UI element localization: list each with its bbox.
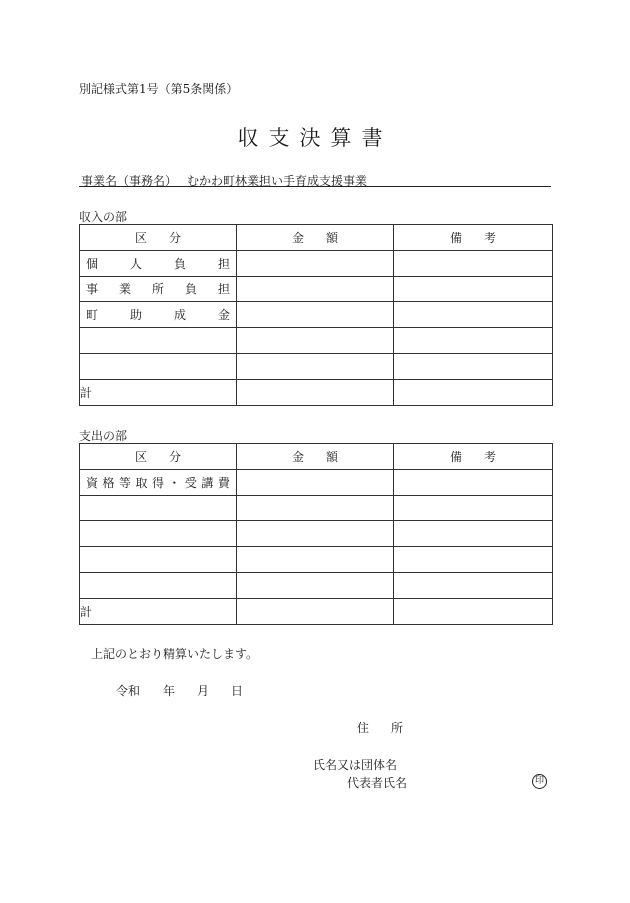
spread-char: 成 <box>173 308 186 323</box>
date-month-label: 月 <box>197 684 210 698</box>
expense-table <box>79 443 553 625</box>
income-total-label: 計 <box>80 379 237 405</box>
income-amount-cell[interactable] <box>237 302 394 328</box>
expense-total-label: 計 <box>80 598 237 624</box>
income-total-row <box>80 379 553 405</box>
table-row <box>80 547 553 573</box>
representative-name-label: 代表者氏名 <box>347 776 408 790</box>
spread-char: 格 <box>102 475 115 490</box>
header-category-text: 区分 <box>134 230 203 245</box>
income-category-cell <box>80 302 237 328</box>
income-header-amount <box>237 225 394 251</box>
spread-char: 費 <box>217 475 230 490</box>
form-number: 別記様式第1号（第5条関係） <box>79 82 239 96</box>
date-day-label: 日 <box>231 684 244 698</box>
income-header-category <box>80 225 237 251</box>
table-row <box>80 302 553 328</box>
expense-category-cell[interactable] <box>80 547 237 573</box>
income-header-remarks <box>394 225 553 251</box>
header-amount-text: 金額 <box>291 230 360 245</box>
income-amount-cell[interactable] <box>237 353 394 379</box>
spread-char: 事 <box>86 282 99 297</box>
spread-char: 業 <box>118 282 131 297</box>
income-total-remarks-cell[interactable] <box>394 379 553 405</box>
spread-char: 担 <box>217 282 230 297</box>
expense-remarks-cell[interactable] <box>394 495 553 521</box>
spread-char: 講 <box>201 475 214 490</box>
project-name-line <box>79 172 551 187</box>
income-remarks-cell[interactable] <box>394 353 553 379</box>
spread-char: 負 <box>173 256 186 271</box>
expense-header-remarks <box>394 444 553 470</box>
project-name-value: むかわ町林業担い手育成支援事業 <box>187 174 368 188</box>
spread-char: 町 <box>86 308 99 323</box>
expense-category-cell[interactable] <box>80 572 237 598</box>
date-era: 令和 <box>116 684 141 698</box>
table-row <box>80 250 553 276</box>
expense-remarks-cell[interactable] <box>394 469 553 495</box>
spread-char: 受 <box>184 475 197 490</box>
expense-total-row <box>80 598 553 624</box>
expense-category-cell[interactable] <box>80 495 237 521</box>
table-row <box>80 469 553 495</box>
income-remarks-cell[interactable] <box>394 302 553 328</box>
income-category-cell <box>80 276 237 302</box>
expense-section-label: 支出の部 <box>79 429 128 443</box>
income-category-cell <box>80 250 237 276</box>
spread-char: 金 <box>217 308 230 323</box>
table-row <box>80 495 553 521</box>
header-amount-text: 金額 <box>291 449 360 464</box>
expense-total-remarks-cell[interactable] <box>394 598 553 624</box>
expense-amount-cell[interactable] <box>237 495 394 521</box>
address-label: 住所 <box>357 721 426 735</box>
expense-amount-cell[interactable] <box>237 572 394 598</box>
settlement-statement: 上記のとおり精算いたします。 <box>91 647 259 661</box>
spread-char: 所 <box>151 282 164 297</box>
income-header-row <box>80 225 553 251</box>
table-row <box>80 353 553 379</box>
income-category-cell[interactable] <box>80 353 237 379</box>
income-category-text <box>80 306 236 323</box>
table-row <box>80 276 553 302</box>
expense-amount-cell[interactable] <box>237 521 394 547</box>
expense-remarks-cell[interactable] <box>394 521 553 547</box>
document-title: 収支決算書 <box>237 126 393 150</box>
spread-char: 個 <box>86 256 99 271</box>
header-remarks-text: 備考 <box>449 230 518 245</box>
expense-header-amount <box>237 444 394 470</box>
table-row <box>80 521 553 547</box>
income-category-text <box>80 280 236 297</box>
date-year-label: 年 <box>163 684 176 698</box>
income-amount-cell[interactable] <box>237 328 394 354</box>
expense-remarks-cell[interactable] <box>394 572 553 598</box>
income-section-label: 収入の部 <box>79 210 128 224</box>
spread-char: 助 <box>129 308 142 323</box>
income-remarks-cell[interactable] <box>394 328 553 354</box>
header-remarks-text: 備考 <box>449 449 518 464</box>
income-category-cell[interactable] <box>80 328 237 354</box>
expense-category-cell <box>80 469 237 495</box>
income-amount-cell[interactable] <box>237 250 394 276</box>
organization-name-label: 氏名又は団体名 <box>313 758 398 772</box>
seal-mark: 印 <box>532 774 547 789</box>
expense-category-text <box>80 474 236 491</box>
spread-char: 人 <box>129 256 142 271</box>
spread-char: 得 <box>151 475 164 490</box>
expense-header-category <box>80 444 237 470</box>
spread-char: 負 <box>184 282 197 297</box>
expense-remarks-cell[interactable] <box>394 547 553 573</box>
header-category-text: 区分 <box>134 449 203 464</box>
income-amount-cell[interactable] <box>237 276 394 302</box>
spread-char: 資 <box>86 475 99 490</box>
table-row <box>80 572 553 598</box>
income-table <box>79 224 553 406</box>
income-remarks-cell[interactable] <box>394 276 553 302</box>
table-row <box>80 328 553 354</box>
income-total-amount-cell[interactable] <box>237 379 394 405</box>
income-category-text <box>80 255 236 272</box>
income-remarks-cell[interactable] <box>394 250 553 276</box>
spread-char: 等 <box>118 475 131 490</box>
project-name-label: 事業名（事務名） <box>81 174 178 188</box>
spread-char: 担 <box>217 256 230 271</box>
expense-category-cell[interactable] <box>80 521 237 547</box>
spread-char: ・ <box>168 475 181 490</box>
expense-amount-cell[interactable] <box>237 469 394 495</box>
expense-total-amount-cell[interactable] <box>237 598 394 624</box>
expense-amount-cell[interactable] <box>237 547 394 573</box>
spread-char: 取 <box>135 475 148 490</box>
expense-header-row <box>80 444 553 470</box>
